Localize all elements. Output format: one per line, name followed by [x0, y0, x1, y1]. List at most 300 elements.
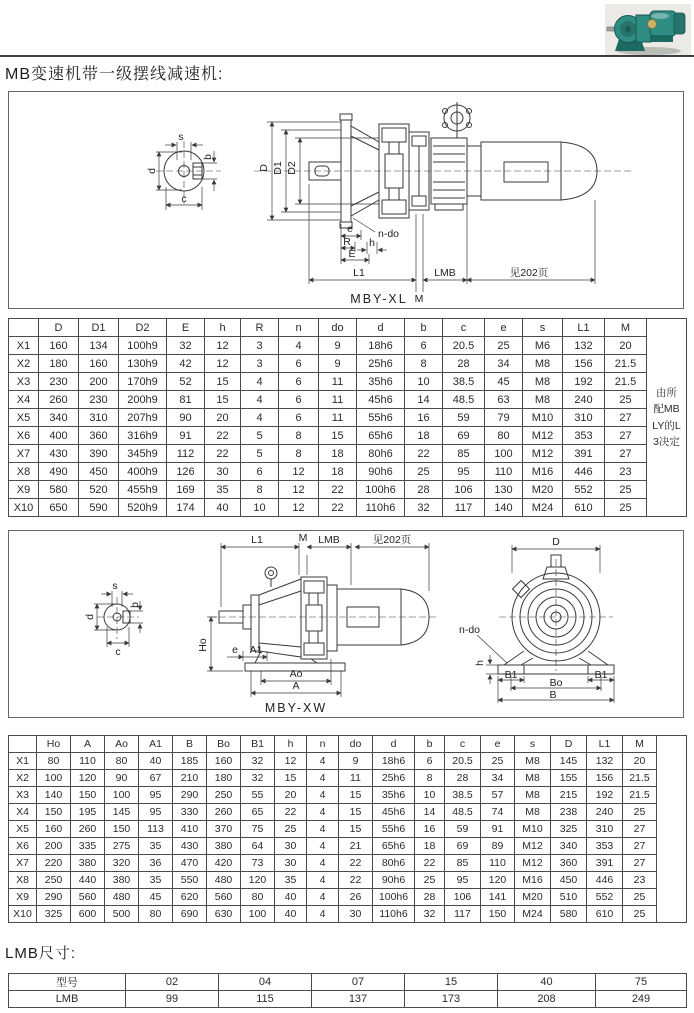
cell: 110 [71, 753, 105, 770]
column-header: n [307, 736, 339, 753]
cell: 02 [126, 974, 219, 991]
dimension-table-mby-xw [8, 735, 687, 923]
cell: 67 [139, 770, 173, 787]
cell: 59 [445, 821, 481, 838]
cell: 15 [275, 770, 307, 787]
header-divider [0, 55, 694, 57]
figure1-caption: MBY-XL [350, 292, 408, 306]
cell: 630 [207, 906, 241, 923]
cell: 650 [39, 499, 79, 517]
cell: 45 [485, 373, 523, 391]
cell: 11 [319, 373, 357, 391]
cell: 80 [105, 753, 139, 770]
cell: 552 [587, 889, 623, 906]
column-header: e [481, 736, 515, 753]
cell: 12 [205, 337, 241, 355]
cell: 12 [279, 463, 319, 481]
cell: 100h9 [119, 337, 167, 355]
dim-label-d: d [84, 614, 96, 620]
column-header: Ao [105, 736, 139, 753]
cell: 145 [105, 804, 139, 821]
cell: 15 [339, 804, 373, 821]
cell: 22 [339, 855, 373, 872]
cell: 28 [405, 481, 443, 499]
cell: 250 [37, 872, 71, 889]
mby-xl-drawing [9, 92, 683, 308]
cell: 169 [167, 481, 205, 499]
cell: 325 [551, 821, 587, 838]
cell: 6 [279, 391, 319, 409]
cell: 80 [485, 427, 523, 445]
cell: 10 [241, 499, 279, 517]
cell: 10 [415, 787, 445, 804]
cell: 100 [37, 770, 71, 787]
lmb-section-title: LMB尺寸: [5, 945, 77, 962]
cell: M24 [523, 499, 563, 517]
cell: 610 [587, 906, 623, 923]
cell: 380 [105, 872, 139, 889]
cell: 20.5 [443, 337, 485, 355]
cell: 200h9 [119, 391, 167, 409]
cell: 21.5 [623, 770, 657, 787]
cell: 25 [605, 391, 647, 409]
cell: 195 [71, 804, 105, 821]
column-header: M [623, 736, 657, 753]
cell: 22 [205, 445, 241, 463]
row-label: X6 [9, 427, 39, 445]
dim-label-c: c [115, 646, 121, 658]
figure-mby-xl [8, 91, 684, 309]
cell: 16 [405, 409, 443, 427]
cell: 18 [415, 838, 445, 855]
row-label: X1 [9, 753, 37, 770]
cell: 91 [167, 427, 205, 445]
cell: 28 [443, 355, 485, 373]
cell: 192 [563, 373, 605, 391]
row-label: X9 [9, 481, 39, 499]
dim-label-s: s [178, 131, 184, 143]
cell: 57 [481, 787, 515, 804]
cell: 90h6 [373, 872, 415, 889]
cell: 80 [241, 889, 275, 906]
table-row [9, 906, 687, 923]
column-header: B [173, 736, 207, 753]
cell: 260 [71, 821, 105, 838]
cell: 27 [623, 821, 657, 838]
cell: 42 [167, 355, 205, 373]
cell: 4 [307, 804, 339, 821]
cell: 55 [241, 787, 275, 804]
cell: 18h6 [357, 337, 405, 355]
cell: 310 [587, 821, 623, 838]
cell: 4 [241, 409, 279, 427]
cell: 4 [241, 373, 279, 391]
cell: 81 [167, 391, 205, 409]
column-header: c [443, 319, 485, 337]
cell: 15 [205, 391, 241, 409]
cell: 249 [596, 991, 687, 1008]
dim-label-e: e [347, 223, 353, 235]
cell: 11 [319, 409, 357, 427]
cell: 325 [37, 906, 71, 923]
cell: 35h6 [357, 373, 405, 391]
cell: 6 [279, 409, 319, 427]
cell: 590 [79, 499, 119, 517]
table-row [9, 499, 687, 517]
cell: 38.5 [443, 373, 485, 391]
cell: 21.5 [605, 373, 647, 391]
cell: 20 [623, 753, 657, 770]
row-label: X4 [9, 391, 39, 409]
cell: 690 [173, 906, 207, 923]
cell: 160 [207, 753, 241, 770]
cell: 220 [37, 855, 71, 872]
cell: 9 [319, 355, 357, 373]
cell: 40 [139, 753, 173, 770]
cycloidal-gearmotor-icon [605, 4, 691, 56]
cell: 15 [319, 427, 357, 445]
cell: 450 [79, 463, 119, 481]
column-header [9, 736, 37, 753]
table-row [9, 787, 687, 804]
cell: 18 [405, 427, 443, 445]
cell: 85 [443, 445, 485, 463]
cell: 316h9 [119, 427, 167, 445]
table-row [9, 409, 687, 427]
cell: 4 [307, 906, 339, 923]
column-header: b [415, 736, 445, 753]
cell: 6 [405, 337, 443, 355]
cell: 21 [339, 838, 373, 855]
row-label: X7 [9, 855, 37, 872]
cell: M12 [515, 838, 551, 855]
column-header: Bo [207, 736, 241, 753]
row-label: X7 [9, 445, 39, 463]
figure-mby-xw [8, 530, 684, 718]
dim-label-LMB: LMB [434, 267, 456, 279]
cell: 45 [139, 889, 173, 906]
dim-label-D1: D1 [272, 161, 284, 175]
cell: 310 [563, 409, 605, 427]
cell: 117 [445, 906, 481, 923]
cell: 11 [339, 770, 373, 787]
cell: 552 [563, 481, 605, 499]
cell: 25 [623, 889, 657, 906]
dim-label-see-page: 见202页 [372, 534, 412, 546]
cell: 40 [205, 499, 241, 517]
cell: 391 [563, 445, 605, 463]
cell: 400 [39, 427, 79, 445]
cell: 156 [587, 770, 623, 787]
cell: 30 [205, 463, 241, 481]
page-title: MB变速机带一级摆线减速机: [5, 66, 224, 83]
cell: 370 [207, 821, 241, 838]
cell: 117 [443, 499, 485, 517]
cell: 106 [445, 889, 481, 906]
cell: 440 [71, 872, 105, 889]
cell: 145 [551, 753, 587, 770]
cell: 275 [105, 838, 139, 855]
cell: 620 [173, 889, 207, 906]
cell: 48.5 [445, 804, 481, 821]
cell: 8 [279, 445, 319, 463]
cell: 8 [241, 481, 279, 499]
table-row [9, 391, 687, 409]
cell: 25 [623, 804, 657, 821]
cell: 12 [279, 481, 319, 499]
cell: M16 [523, 463, 563, 481]
cell: 18h6 [373, 753, 415, 770]
table-row [9, 974, 687, 991]
cell: 4 [307, 821, 339, 838]
row-label: X5 [9, 821, 37, 838]
cell: 25h6 [357, 355, 405, 373]
cell: 132 [563, 337, 605, 355]
cell: 25 [623, 906, 657, 923]
cell: 55h6 [373, 821, 415, 838]
cell: 400h9 [119, 463, 167, 481]
mby-xw-drawing [9, 531, 683, 717]
cell: 140 [37, 787, 71, 804]
row-label: 型号 [9, 974, 126, 991]
cell: 23 [623, 872, 657, 889]
column-header: d [357, 319, 405, 337]
cell: 160 [37, 821, 71, 838]
cell: 15 [339, 821, 373, 838]
cell: 380 [71, 855, 105, 872]
cell: 345h9 [119, 445, 167, 463]
cell: M8 [523, 391, 563, 409]
cell: 126 [167, 463, 205, 481]
cell: 48.5 [443, 391, 485, 409]
cell: 15 [205, 373, 241, 391]
column-header: E [167, 319, 205, 337]
table-row [9, 463, 687, 481]
row-label: X6 [9, 838, 37, 855]
table-row [9, 889, 687, 906]
cell: 10 [405, 373, 443, 391]
cell: 210 [173, 770, 207, 787]
cell: 170h9 [119, 373, 167, 391]
dim-label-B1-right: B1 [594, 669, 608, 681]
cell: 455h9 [119, 481, 167, 499]
cell: 04 [219, 974, 312, 991]
table-row [9, 445, 687, 463]
cell: 20.5 [445, 753, 481, 770]
cell: 45h6 [357, 391, 405, 409]
side-note [657, 736, 687, 923]
table-row [9, 821, 687, 838]
column-header: D [551, 736, 587, 753]
cell: 21.5 [623, 787, 657, 804]
cell: M10 [515, 821, 551, 838]
cell: 310 [79, 409, 119, 427]
dim-label-L1: L1 [353, 267, 365, 279]
cell: 353 [563, 427, 605, 445]
dim-label-h: h [369, 237, 375, 249]
cell: 69 [443, 427, 485, 445]
cell: 150 [105, 821, 139, 838]
cell: 80 [37, 753, 71, 770]
column-header: Ho [37, 736, 71, 753]
cell: 6 [241, 463, 279, 481]
cell: 16 [415, 821, 445, 838]
cell: 240 [563, 391, 605, 409]
table-row [9, 355, 687, 373]
lmb-size-table [8, 973, 687, 1008]
cell: 25 [605, 481, 647, 499]
cell: 27 [605, 445, 647, 463]
row-label: X10 [9, 906, 37, 923]
cell: 52 [167, 373, 205, 391]
cell: 520h9 [119, 499, 167, 517]
cell: 22 [319, 499, 357, 517]
cell: 65h6 [373, 838, 415, 855]
cell: 110h6 [357, 499, 405, 517]
cell: 20 [605, 337, 647, 355]
dim-label-s: s [112, 580, 118, 592]
cell: 430 [173, 838, 207, 855]
cell: 80h6 [373, 855, 415, 872]
cell: 14 [415, 804, 445, 821]
cell: 137 [312, 991, 405, 1008]
cell: 90 [105, 770, 139, 787]
cell: 130h9 [119, 355, 167, 373]
cell: 4 [279, 337, 319, 355]
cell: 25 [415, 872, 445, 889]
cell: 480 [105, 889, 139, 906]
cell: 32 [415, 906, 445, 923]
cell: 173 [405, 991, 498, 1008]
table-row [9, 427, 687, 445]
cell: 580 [551, 906, 587, 923]
cell: 18 [319, 463, 357, 481]
cell: 200 [37, 838, 71, 855]
cell: 6 [415, 753, 445, 770]
cell: 34 [485, 355, 523, 373]
cell: 25 [275, 821, 307, 838]
cell: 240 [587, 804, 623, 821]
cell: 580 [39, 481, 79, 499]
cell: 3 [241, 337, 279, 355]
cell: 79 [485, 409, 523, 427]
cell: 110h6 [373, 906, 415, 923]
cell: 156 [563, 355, 605, 373]
header-row [9, 736, 687, 753]
cell: 90 [167, 409, 205, 427]
cell: 115 [219, 991, 312, 1008]
cell: 155 [551, 770, 587, 787]
cell: 560 [71, 889, 105, 906]
cell: 180 [39, 355, 79, 373]
column-header: n [279, 319, 319, 337]
column-header: s [515, 736, 551, 753]
cell: 260 [39, 391, 79, 409]
cell: 120 [71, 770, 105, 787]
cell: 85 [445, 855, 481, 872]
row-label: LMB [9, 991, 126, 1008]
cell: 80h6 [357, 445, 405, 463]
cell: 6 [279, 373, 319, 391]
cell: M24 [515, 906, 551, 923]
cell: 200 [79, 373, 119, 391]
cell: 40 [275, 906, 307, 923]
cell: M6 [523, 337, 563, 355]
cell: 73 [241, 855, 275, 872]
column-header: L1 [563, 319, 605, 337]
cell: 25 [605, 499, 647, 517]
cell: 185 [173, 753, 207, 770]
column-header: do [339, 736, 373, 753]
cell: 22 [319, 481, 357, 499]
cell: 8 [279, 427, 319, 445]
cell: 27 [623, 838, 657, 855]
table-row [9, 872, 687, 889]
cell: 100h6 [357, 481, 405, 499]
cell: 9 [319, 337, 357, 355]
cell: 38.5 [445, 787, 481, 804]
cell: 65h6 [357, 427, 405, 445]
table-row [9, 838, 687, 855]
cell: 30 [275, 855, 307, 872]
cell: 320 [105, 855, 139, 872]
cell: 07 [312, 974, 405, 991]
cell: 208 [498, 991, 596, 1008]
cell: 45h6 [373, 804, 415, 821]
cell: 335 [71, 838, 105, 855]
cell: 90h6 [357, 463, 405, 481]
row-label: X1 [9, 337, 39, 355]
cell: 12 [275, 753, 307, 770]
cell: 22 [339, 872, 373, 889]
cell: 130 [485, 481, 523, 499]
cell: 430 [39, 445, 79, 463]
cell: 550 [173, 872, 207, 889]
dim-label-D2: D2 [286, 161, 298, 175]
cell: 36 [139, 855, 173, 872]
dim-label-n-do: n-do [378, 228, 400, 240]
dim-label-c: c [181, 193, 187, 205]
cell: 4 [307, 872, 339, 889]
dim-label-E: E [348, 248, 356, 260]
cell: 113 [139, 821, 173, 838]
dim-label-b: b [202, 154, 214, 160]
cell: 5 [241, 445, 279, 463]
cell: 490 [39, 463, 79, 481]
cell: 100 [105, 787, 139, 804]
dim-label-Ho: Ho [197, 638, 209, 652]
row-label: X2 [9, 770, 37, 787]
cell: 21.5 [605, 355, 647, 373]
cell: 260 [207, 804, 241, 821]
dim-label-L1: L1 [251, 534, 263, 546]
table-row [9, 804, 687, 821]
dim-label-A: A [292, 680, 300, 692]
cell: M16 [515, 872, 551, 889]
cell: 28 [415, 889, 445, 906]
table-row [9, 991, 687, 1008]
table-row [9, 481, 687, 499]
cell: 25 [405, 463, 443, 481]
cell: 95 [139, 804, 173, 821]
cell: M8 [523, 373, 563, 391]
cell: 40 [498, 974, 596, 991]
cell: 290 [37, 889, 71, 906]
cell: 12 [279, 499, 319, 517]
cell: 75 [241, 821, 275, 838]
cell: 100h6 [373, 889, 415, 906]
cell: 250 [207, 787, 241, 804]
